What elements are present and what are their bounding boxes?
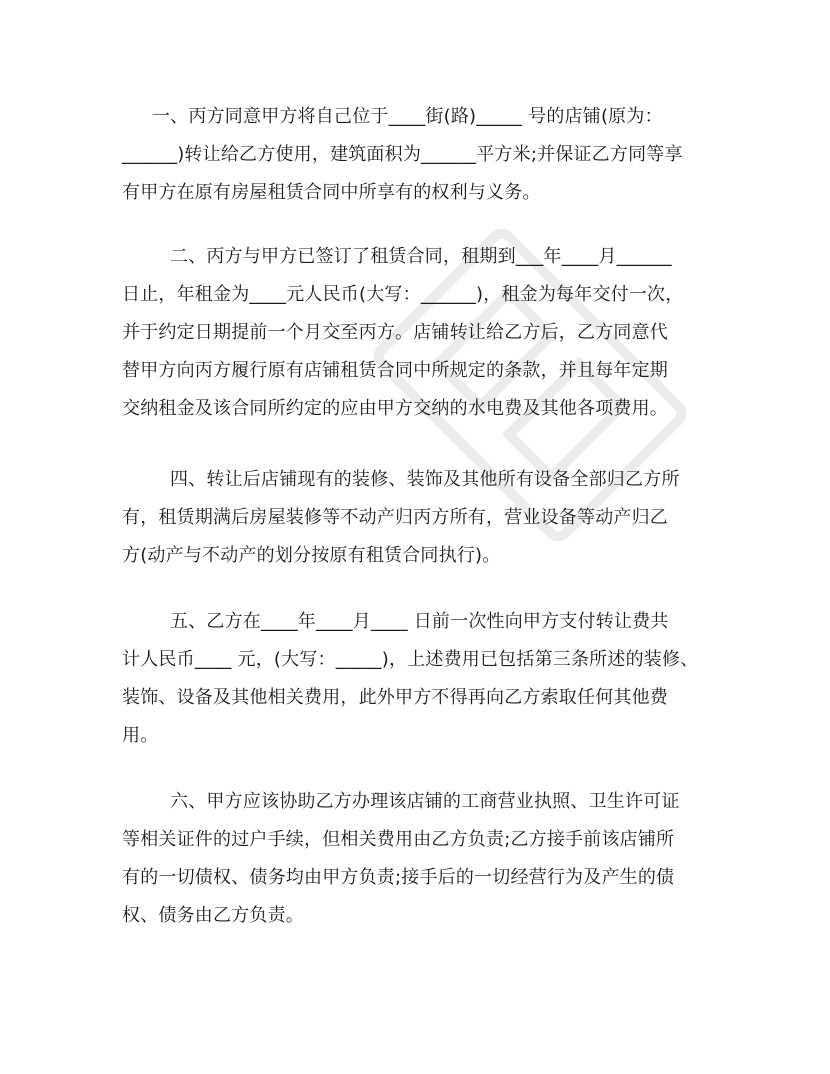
paragraph-line: 有甲方在原有房屋租赁合同中所享有的权利与义务。 <box>122 182 541 203</box>
paragraph-line: 交纳租金及该合同所约定的应由甲方交纳的水电费及其他各项费用。 <box>122 398 668 419</box>
paragraph-1 <box>122 98 722 212</box>
paragraph-line: 计人民币____ 元，(大写：_____)，上述费用已包括第三条所述的装修、 <box>122 649 699 670</box>
paragraph-line: 二、丙方与甲方已签订了租赁合同，租期到___年____月______ <box>170 246 672 267</box>
paragraph-line: 五、乙方在____年____月____ 日前一次性向甲方支付转让费共 <box>170 611 669 632</box>
paragraph-line: 六、甲方应该协助乙方办理该店铺的工商营业执照、卫生许可证 <box>170 791 680 812</box>
paragraph-line: 有，租赁期满后房屋装修等不动产归丙方所有，营业设备等动产归乙 <box>122 507 668 528</box>
paragraph-5 <box>122 603 722 755</box>
paragraph-6 <box>122 783 722 935</box>
paragraph-line: ______)转让给乙方使用，建筑面积为______平方米;并保证乙方同等享 <box>122 144 683 165</box>
paragraph-line: 日止，年租金为____元人民币(大写：______)，租金为每年交付一次， <box>122 284 684 305</box>
paragraph-line: 等相关证件的过户手续，但相关费用由乙方负责;乙方接手前该店铺所 <box>122 829 675 850</box>
paragraph-line: 替甲方向丙方履行原有店铺租赁合同中所规定的条款，并且每年定期 <box>122 360 668 381</box>
paragraph-line: 并于约定日期提前一个月交至丙方。店铺转让给乙方后，乙方同意代 <box>122 322 668 343</box>
paragraph-line: 一、丙方同意甲方将自己位于____街(路)_____ 号的店铺(原为： <box>152 106 663 127</box>
paragraph-2 <box>122 238 722 428</box>
paragraph-line: 用。 <box>122 725 159 746</box>
paragraph-line: 装饰、设备及其他相关费用，此外甲方不得再向乙方索取任何其他费 <box>122 687 668 708</box>
paragraph-line: 方(动产与不动产的划分按原有租赁合同执行)。 <box>122 545 501 566</box>
paragraph-4 <box>122 461 722 575</box>
paragraph-line: 四、转让后店铺现有的装修、装饰及其他所有设备全部归乙方所 <box>170 469 680 490</box>
paragraph-line: 有的一切债权、债务均由甲方负责;接手后的一切经营行为及产生的债 <box>122 867 675 888</box>
paragraph-line: 权、债务由乙方负责。 <box>122 905 304 926</box>
